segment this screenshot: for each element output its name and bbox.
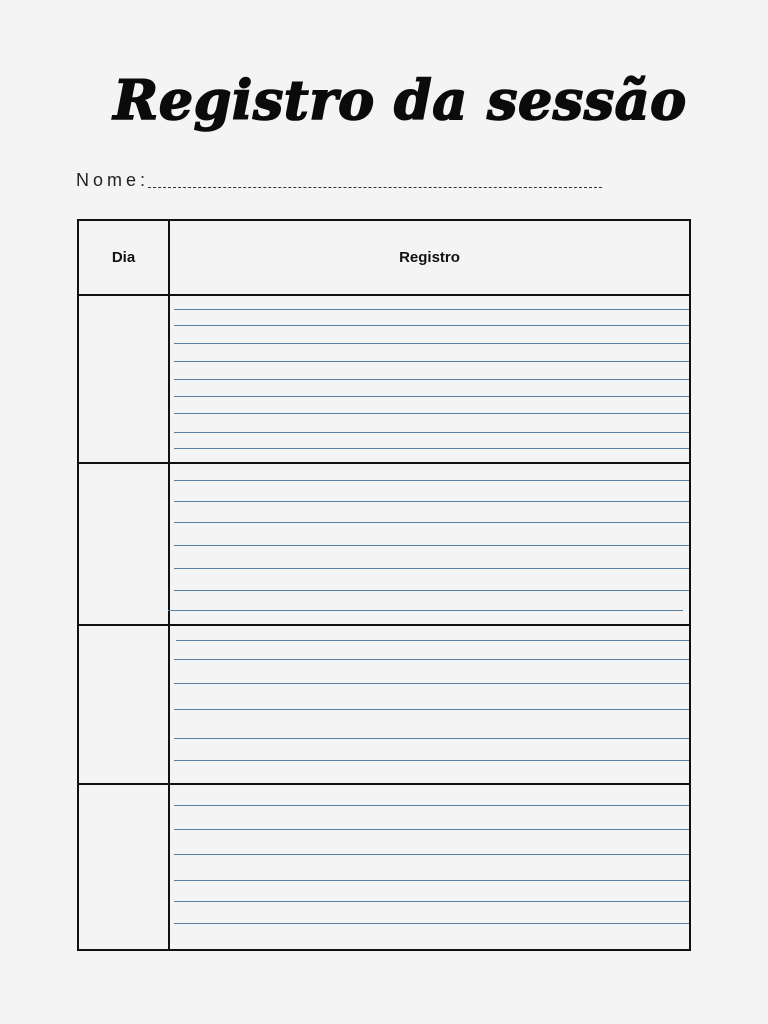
ruled-line bbox=[174, 760, 689, 761]
dia-cell[interactable] bbox=[79, 464, 168, 624]
dia-cell[interactable] bbox=[79, 626, 168, 783]
ruled-line bbox=[174, 545, 689, 546]
table-row bbox=[79, 296, 689, 464]
page-title: Registro da sessão bbox=[113, 68, 687, 132]
name-field[interactable] bbox=[148, 187, 602, 188]
ruled-line bbox=[174, 501, 689, 502]
registro-cell[interactable] bbox=[168, 296, 689, 462]
ruled-line bbox=[174, 325, 689, 326]
ruled-line bbox=[174, 480, 689, 481]
dia-cell[interactable] bbox=[79, 785, 168, 949]
ruled-line bbox=[168, 610, 683, 611]
ruled-line bbox=[174, 413, 689, 414]
ruled-line bbox=[174, 309, 689, 310]
ruled-line bbox=[174, 361, 689, 362]
registro-cell[interactable] bbox=[168, 626, 689, 783]
ruled-line bbox=[174, 448, 689, 449]
ruled-line bbox=[176, 640, 689, 641]
ruled-line bbox=[174, 709, 689, 710]
name-row bbox=[76, 170, 616, 194]
ruled-line bbox=[174, 568, 689, 569]
registro-cell[interactable] bbox=[168, 464, 689, 624]
ruled-line bbox=[174, 522, 689, 523]
ruled-line bbox=[174, 379, 689, 380]
table-header-row bbox=[79, 221, 689, 296]
table-row bbox=[79, 626, 689, 785]
name-label: Nome: bbox=[76, 170, 150, 190]
session-log-table bbox=[77, 219, 691, 951]
ruled-line bbox=[174, 659, 689, 660]
ruled-line bbox=[174, 683, 689, 684]
dia-cell[interactable] bbox=[79, 296, 168, 462]
ruled-line bbox=[174, 923, 689, 924]
ruled-line bbox=[174, 901, 689, 902]
table-row bbox=[79, 464, 689, 626]
ruled-line bbox=[174, 396, 689, 397]
ruled-line bbox=[174, 829, 689, 830]
table-row bbox=[79, 785, 689, 949]
ruled-line bbox=[174, 738, 689, 739]
ruled-line bbox=[174, 432, 689, 433]
ruled-line bbox=[174, 805, 689, 806]
column-header-registro: Registro bbox=[168, 221, 689, 294]
ruled-line bbox=[174, 880, 689, 881]
registro-cell[interactable] bbox=[168, 785, 689, 949]
ruled-line bbox=[174, 854, 689, 855]
column-header-dia: Dia bbox=[111, 249, 136, 266]
ruled-line bbox=[174, 590, 689, 591]
ruled-line bbox=[174, 343, 689, 344]
